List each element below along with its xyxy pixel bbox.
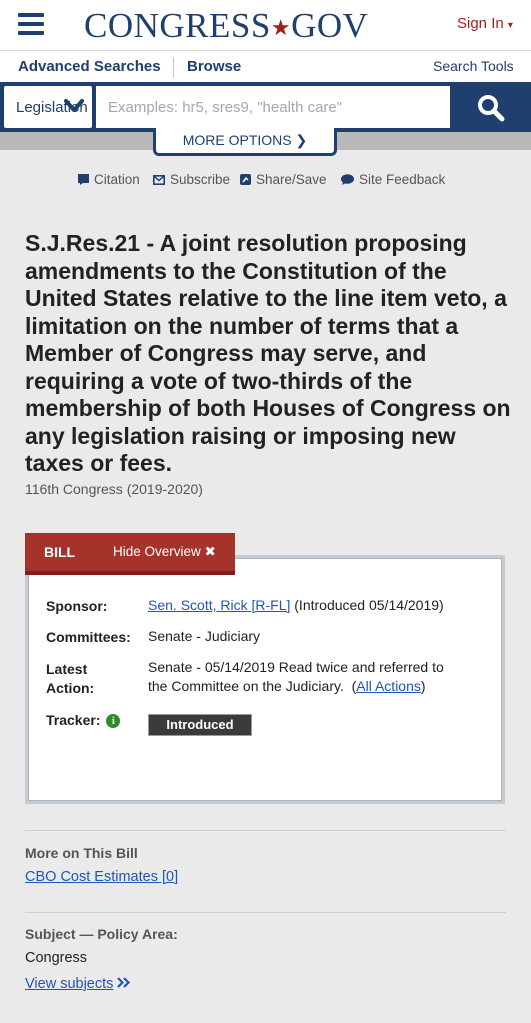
- more-options-button[interactable]: MORE OPTIONS ❯: [153, 128, 337, 156]
- site-feedback-link[interactable]: [341, 172, 445, 187]
- close-icon: ✖: [204, 544, 216, 559]
- policy-area-value: Congress: [25, 950, 88, 966]
- subscribe-label: Subscribe: [170, 172, 231, 187]
- latest-action-text: the Committee on the Judiciary.: [148, 678, 344, 694]
- tab-bill[interactable]: BILL: [44, 544, 76, 560]
- search-button[interactable]: [452, 82, 531, 132]
- caret-down-icon: ▾: [507, 20, 513, 31]
- share-save-label: Share/Save: [256, 172, 327, 187]
- overview-tabs: [25, 533, 235, 571]
- site-feedback-label: Site Feedback: [359, 172, 446, 187]
- logo-star-icon: ★: [270, 15, 292, 40]
- menu-icon[interactable]: [18, 13, 44, 35]
- subject-heading: Subject — Policy Area:: [25, 926, 178, 942]
- committees-value[interactable]: Senate - Judiciary: [148, 628, 261, 644]
- sponsor-link[interactable]: Sen. Scott, Rick [R-FL]: [148, 597, 291, 613]
- search-scope-value: Legislation: [16, 99, 88, 116]
- logo-suffix: GOV: [291, 6, 369, 45]
- latest-action-line2: the Committee on the Judiciary. (All Actions): [148, 678, 426, 694]
- info-icon[interactable]: i: [106, 714, 120, 728]
- hide-overview-button[interactable]: [113, 544, 216, 560]
- chevron-down-icon: [64, 98, 84, 114]
- advanced-searches-link[interactable]: Advanced Searches: [18, 58, 161, 75]
- sponsor-introduced: (Introduced 05/14/2019): [294, 597, 444, 613]
- latest-label-line1: Latest: [46, 661, 88, 677]
- search-tools-link[interactable]: Search Tools: [433, 58, 514, 74]
- cbo-estimates-label: CBO Cost Estimates [0]: [25, 869, 179, 885]
- more-on-bill-heading: More on This Bill: [25, 845, 138, 861]
- tracker-label: Tracker:: [46, 712, 101, 728]
- cbo-estimates-link[interactable]: [25, 869, 178, 885]
- search-scope-select[interactable]: [4, 86, 92, 128]
- divider: [25, 830, 506, 831]
- double-chevron-right-icon: [117, 977, 131, 988]
- view-subjects-link[interactable]: [25, 976, 131, 992]
- search-bar: [0, 82, 531, 132]
- secondary-nav: [0, 50, 531, 82]
- tracker-label-row: [46, 712, 120, 728]
- share-save-link[interactable]: [240, 172, 327, 187]
- bill-title: S.J.Res.21 - A joint resolution proposing amendments to the Constitution of the United States relative to the line item veto, a limitation on the number of terms that a Member of Congress may serve, and requiring a vote of two-thirds of the membership of both Houses of Congress on any legislation raising or imposing new taxes or fees.: [25, 230, 511, 476]
- site-logo[interactable]: [84, 6, 368, 46]
- citation-icon: [78, 174, 89, 185]
- citation-link[interactable]: [78, 172, 140, 187]
- tab-underline: [25, 571, 235, 575]
- sign-in-label: Sign In: [457, 15, 504, 32]
- nav-divider: [173, 57, 174, 77]
- latest-action-value: [148, 658, 444, 696]
- all-actions-link[interactable]: All Actions: [356, 678, 421, 694]
- search-icon: [477, 94, 505, 122]
- citation-label: Citation: [94, 172, 140, 187]
- committees-label: Committees:: [46, 629, 131, 645]
- search-input[interactable]: [96, 86, 450, 128]
- view-subjects-label: View subjects: [25, 976, 114, 992]
- share-icon: [240, 174, 251, 185]
- divider: [25, 912, 506, 913]
- latest-action-label: [46, 660, 94, 698]
- comment-icon: [341, 174, 354, 185]
- subscribe-link[interactable]: [153, 172, 230, 187]
- hide-overview-label: Hide Overview: [113, 544, 201, 559]
- browse-link[interactable]: Browse: [187, 58, 242, 75]
- latest-action-line1: Senate - 05/14/2019 Read twice and referred to: [148, 659, 444, 675]
- sign-in-button[interactable]: [457, 15, 513, 32]
- envelope-icon: [153, 175, 165, 185]
- logo-main: CONGRESS: [84, 6, 271, 45]
- sponsor-label: Sponsor:: [46, 598, 108, 614]
- congress-session: 116th Congress (2019-2020): [25, 481, 203, 497]
- sponsor-value: [148, 596, 444, 615]
- tracker-status-introduced[interactable]: Introduced: [148, 714, 252, 736]
- utility-links: [0, 171, 531, 191]
- site-header: [0, 0, 531, 50]
- latest-label-line2: Action:: [46, 680, 95, 696]
